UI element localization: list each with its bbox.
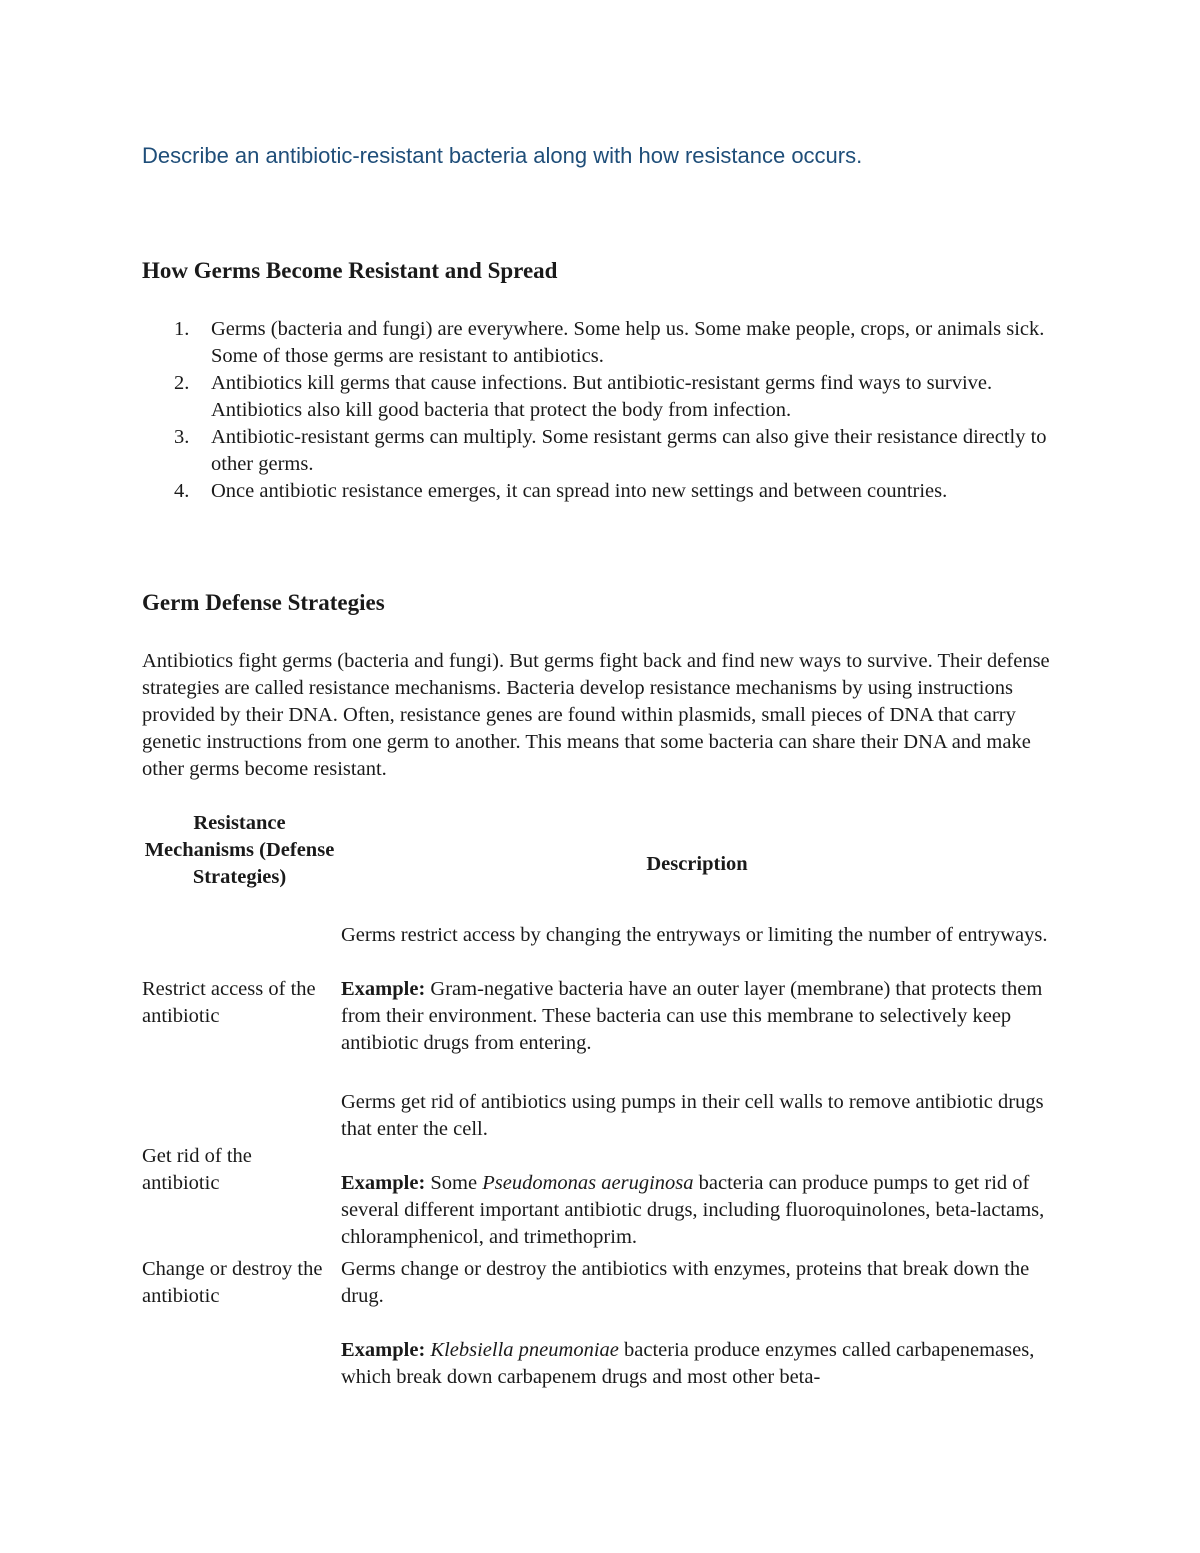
list-item-text: Germs (bacteria and fungi) are everywhere. Some help us. Some make people, crops, or animals sick. Some of those germs are resistant to antibiotics.	[211, 318, 1045, 367]
example-text-post: bacteria produce enzymes called carbapenemases, which break down carbapenem drugs and most other beta-	[341, 1339, 1035, 1388]
table-header-row	[142, 810, 1062, 922]
example-text	[341, 976, 1053, 1057]
list-item	[142, 370, 1082, 424]
mechanism-cell: Get rid of the antibiotic	[142, 1145, 252, 1194]
list-item-text: Antibiotic-resistant germs can multiply. Some resistant germs can also give their resistance directly to other germs.	[211, 426, 1047, 475]
column-header-description: Description	[646, 853, 748, 875]
resistance-mechanisms-table	[142, 810, 1062, 1388]
section-heading-defense-strategies: Germ Defense Strategies	[142, 590, 385, 615]
column-header-mechanism: Resistance Mechanisms (Defense Strategies)	[144, 812, 335, 888]
example-text	[341, 1170, 1053, 1251]
mechanism-cell: Restrict access of the antibiotic	[142, 978, 316, 1027]
example-label: Example:	[341, 1172, 426, 1194]
example-organism: Klebsiella pneumoniae	[430, 1339, 619, 1361]
question-heading: Describe an antibiotic-resistant bacteria along with how resistance occurs.	[142, 143, 863, 168]
list-number: 4.	[174, 480, 190, 502]
example-text-pre: Gram-negative bacteria have an outer layer (membrane) that protects them from their environment. These bacteria can use this membrane to selectively keep antibiotic drugs from entering.	[341, 978, 1043, 1054]
description-cell	[341, 922, 1053, 1057]
example-label: Example:	[341, 978, 426, 1000]
list-item	[142, 316, 1082, 370]
list-item-text: Antibiotics kill germs that cause infections. But antibiotic-resistant germs find ways to survive. Antibiotics also kill good bacteria that protect the body from infection.	[211, 372, 993, 421]
description-cell	[341, 1089, 1053, 1251]
example-text	[341, 1337, 1053, 1391]
list-number: 3.	[174, 426, 190, 448]
example-text-pre: Some	[425, 1172, 483, 1194]
description-text: Germs restrict access by changing the entryways or limiting the number of entryways.	[341, 924, 1048, 946]
description-cell	[341, 1256, 1053, 1391]
list-number: 1.	[174, 318, 190, 340]
example-label: Example:	[341, 1339, 426, 1361]
list-item-text: Once antibiotic resistance emerges, it can spread into new settings and between countries.	[211, 480, 948, 502]
list-item	[142, 424, 1082, 478]
numbered-list	[142, 316, 1082, 505]
intro-paragraph: Antibiotics fight germs (bacteria and fungi). But germs fight back and find new ways to survive. Their defense strategies are called resistance mechanisms. Bacteria develop resistance mechanisms by using instructions provided by their DNA. Often, resistance genes are found within plasmids, small pieces of DNA that carry genetic instructions from one germ to another. This means that some bacteria can share their DNA and make other germs become resistant.	[142, 650, 1050, 780]
mechanism-cell: Change or destroy the antibiotic	[142, 1258, 323, 1307]
list-number: 2.	[174, 372, 190, 394]
example-organism: Pseudomonas aeruginosa	[482, 1172, 694, 1194]
list-item	[142, 478, 1082, 505]
example-text-post: bacteria can produce pumps to get rid of several different important antibiotic drugs, including fluoroquinolones, beta-lactams, chloramphenicol, and trimethoprim.	[341, 1172, 1045, 1248]
description-text: Germs get rid of antibiotics using pumps in their cell walls to remove antibiotic drugs that enter the cell.	[341, 1091, 1044, 1140]
description-text: Germs change or destroy the antibiotics with enzymes, proteins that break down the drug.	[341, 1258, 1030, 1307]
section-heading-resistance-spread: How Germs Become Resistant and Spread	[142, 258, 558, 283]
